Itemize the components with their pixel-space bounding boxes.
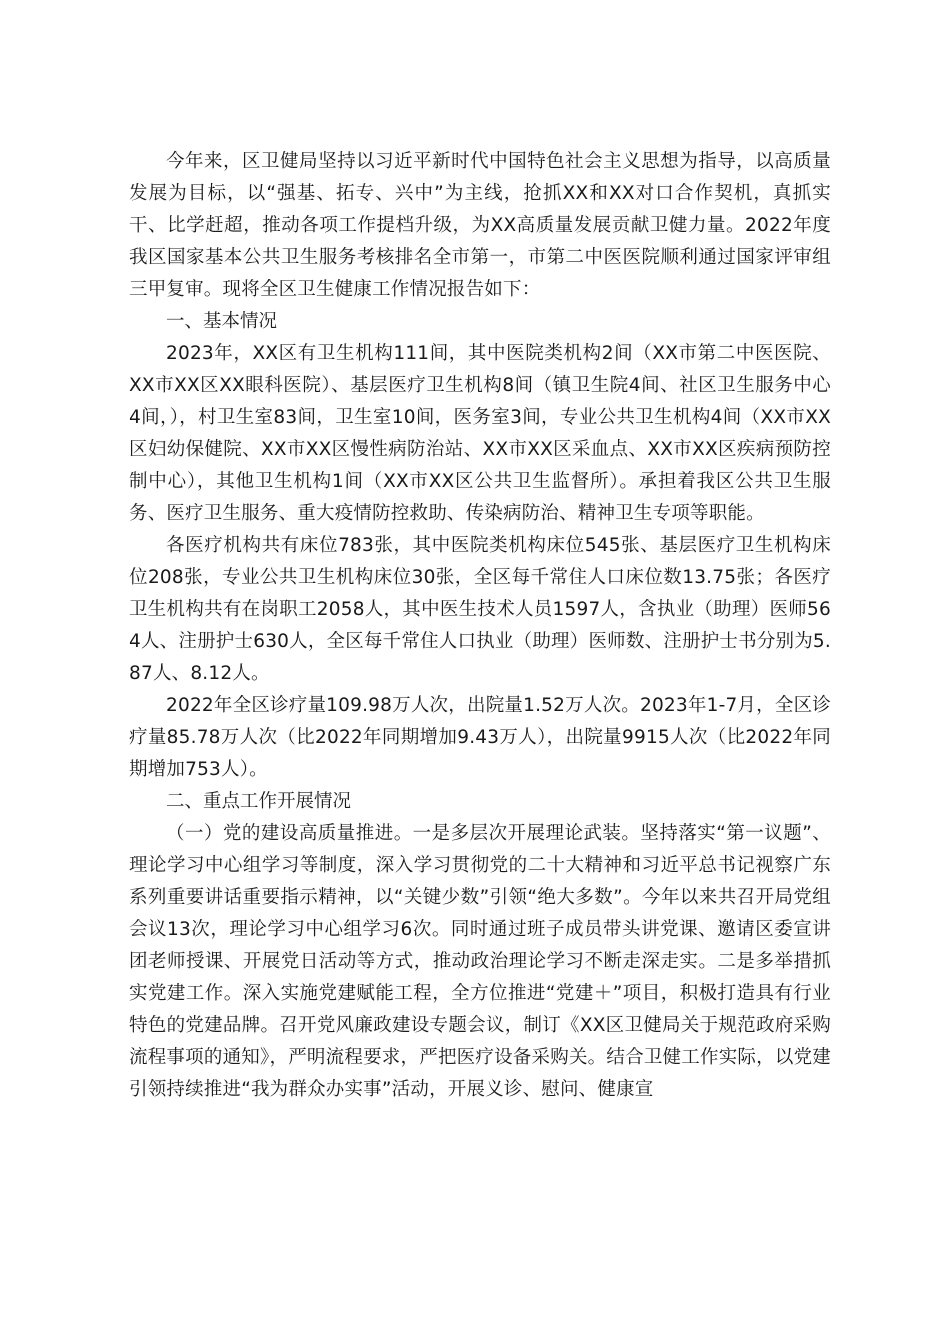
intro-paragraph: 今年来，区卫健局坚持以习近平新时代中国特色社会主义思想为指导，以高质量发展为目标，以“强基、拓专、兴中”为主线，抢抓XX和XX对口合作契机，真抓实干、比学赶超，推动各项工作提档升级，为XX高质量发展贡献卫健力量。2022年度我区国家基本公共卫生服务考核排名全市第一，市第二中医医院顺利通过国家评审组三甲复审。现将全区卫生健康工作情况报告如下： bbox=[129, 151, 831, 300]
section-heading-basic-situation: 一、基本情况 bbox=[166, 311, 278, 332]
paragraph-institutions: 2023年，XX区有卫生机构111间，其中医院类机构2间（XX市第二中医医院、XX市XX区XX眼科医院）、基层医疗卫生机构8间（镇卫生院4间、社区卫生服务中心4间，），村卫生室83间，卫生室10间，医务室3间，专业公共卫生机构4间（XX市XX区妇幼保健院、XX市XX区慢性病防治站、XX市XX区采血点、XX市XX区疾病预防控制中心），其他卫生机构1间（XX市XX区公共卫生监督所）。承担着我区公共卫生服务、医疗卫生服务、重大疫情防控救助、传染病防治、精神卫生专项等职能。 bbox=[129, 343, 831, 524]
document-body bbox=[129, 146, 831, 1106]
paragraph-beds-staff: 各医疗机构共有床位783张，其中医院类机构床位545张、基层医疗卫生机构床位208张，专业公共卫生机构床位30张，全区每千常住人口床位数13.75张；各医疗卫生机构共有在岗职工2058人，其中医生技术人员1597人，含执业（助理）医师564人、注册护士630人，全区每千常住人口执业（助理）医师数、注册护士书分别为5.87人、8.12人。 bbox=[129, 535, 831, 684]
paragraph-party-building: （一）党的建设高质量推进。一是多层次开展理论武装。坚持落实“第一议题”、理论学习中心组学习等制度，深入学习贯彻党的二十大精神和习近平总书记视察广东系列重要讲话重要指示精神，以“关键少数”引领“绝大多数”。今年以来共召开局党组会议13次，理论学习中心组学习6次。同时通过班子成员带头讲党课、邀请区委宣讲团老师授课、开展党日活动等方式，推动政治理论学习不断走深走实。二是多举措抓实党建工作。深入实施党建赋能工程，全方位推进“党建＋”项目，积极打造具有行业特色的党建品牌。召开党风廉政建设专题会议，制订《XX区卫健局关于规范政府采购流程事项的通知》，严明流程要求，严把医疗设备采购关。结合卫健工作实际，以党建引领持续推进“我为群众办实事”活动，开展义诊、慰问、健康宣 bbox=[129, 823, 831, 1100]
section-heading-key-work: 二、重点工作开展情况 bbox=[166, 791, 352, 812]
paragraph-visits: 2022年全区诊疗量109.98万人次，出院量1.52万人次。2023年1-7月，全区诊疗量85.78万人次（比2022年同期增加9.43万人），出院量9915人次（比2022年同期增加753人）。 bbox=[129, 695, 831, 780]
